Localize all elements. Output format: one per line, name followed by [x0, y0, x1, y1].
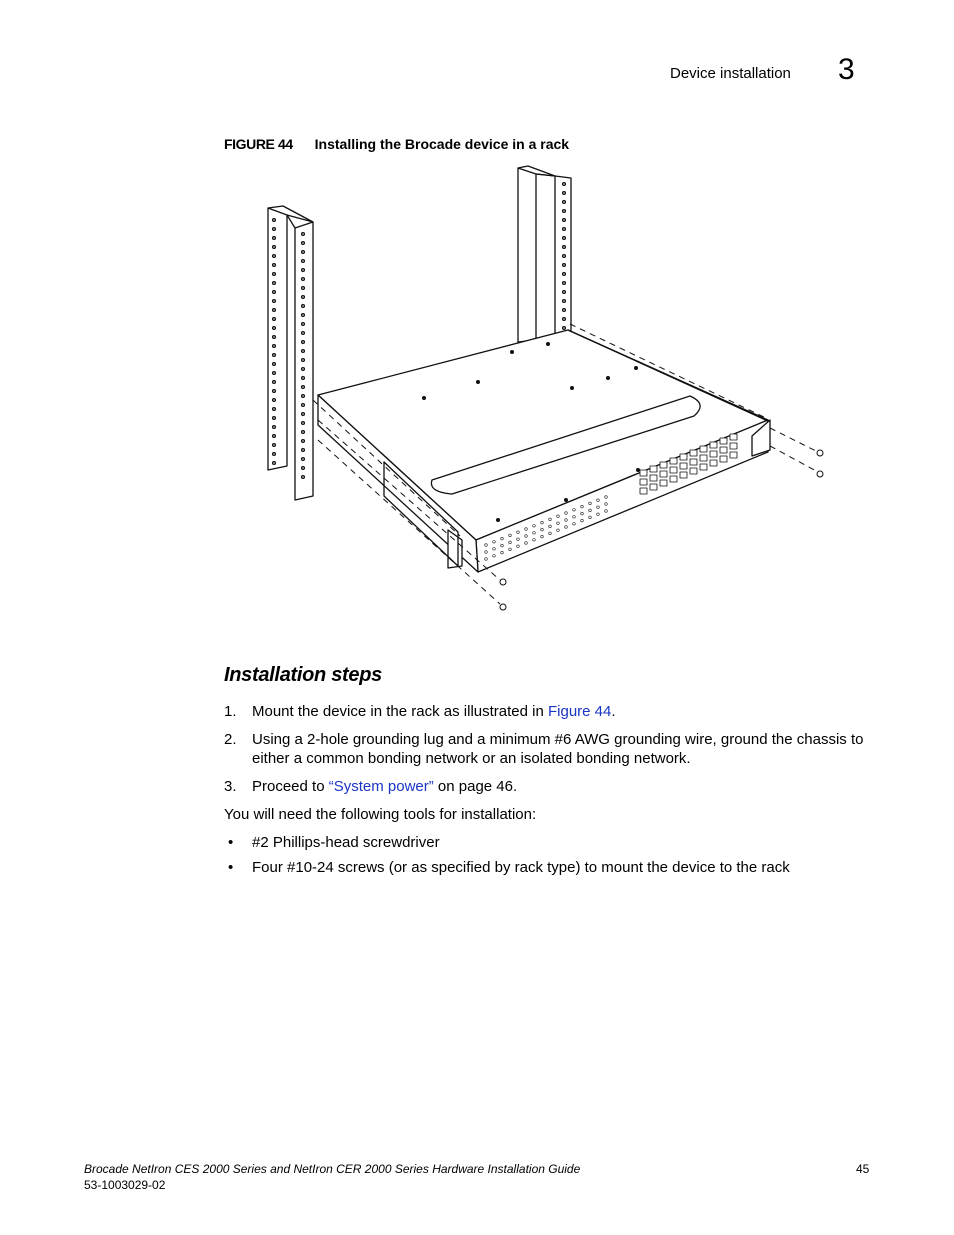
rack-installation-figure	[258, 162, 834, 620]
footer-guide-title: Brocade NetIron CES 2000 Series and NetIron CER 2000 Series Hardware Installation Guide	[84, 1162, 581, 1176]
step-number: 1.	[224, 703, 237, 720]
step-text: Mount the device in the rack as illustrated in	[252, 703, 548, 720]
step-text-end: .	[611, 703, 616, 720]
step-text: Proceed to	[252, 778, 329, 795]
figure-caption-text: Installing the Brocade device in a rack	[314, 136, 570, 152]
bullet: •	[228, 859, 234, 876]
bullet: •	[228, 834, 234, 851]
list-item	[224, 730, 864, 768]
figure-label: FIGURE 44	[224, 136, 293, 152]
step-number: 2.	[224, 731, 237, 748]
figure-44-link[interactable]: Figure 44	[548, 703, 612, 720]
tools-intro: You will need the following tools for installation:	[224, 806, 537, 823]
list-item	[224, 777, 864, 796]
tools-list	[224, 833, 864, 877]
tool-text: Four #10-24 screws (or as specified by rack type) to mount the device to the rack	[252, 859, 790, 876]
tool-text: #2 Phillips-head screwdriver	[252, 834, 440, 851]
left-rack-post	[268, 206, 313, 500]
list-item	[224, 702, 864, 721]
right-rack-post	[518, 166, 571, 342]
step-text-end: on page 46.	[433, 778, 518, 795]
running-header-section: Device installation	[670, 65, 791, 82]
figure-caption	[224, 136, 569, 152]
step-text: Using a 2-hole grounding lug and a minimum #6 AWG grounding wire, ground the chassis to either a common bonding network or an isolated bonding network.	[252, 731, 864, 767]
section-heading: Installation steps	[224, 664, 382, 686]
system-power-link[interactable]: “System power”	[328, 778, 434, 795]
step-number: 3.	[224, 778, 237, 795]
list-item	[224, 833, 864, 852]
section-body	[224, 702, 864, 883]
footer-doc-number: 53-1003029-02	[84, 1178, 166, 1192]
switch-chassis	[318, 330, 770, 572]
installation-steps-list	[224, 702, 864, 796]
footer-page-number: 45	[856, 1162, 870, 1176]
list-item	[224, 858, 864, 877]
chapter-number: 3	[838, 53, 855, 86]
rack-installation-drawing	[258, 162, 834, 620]
